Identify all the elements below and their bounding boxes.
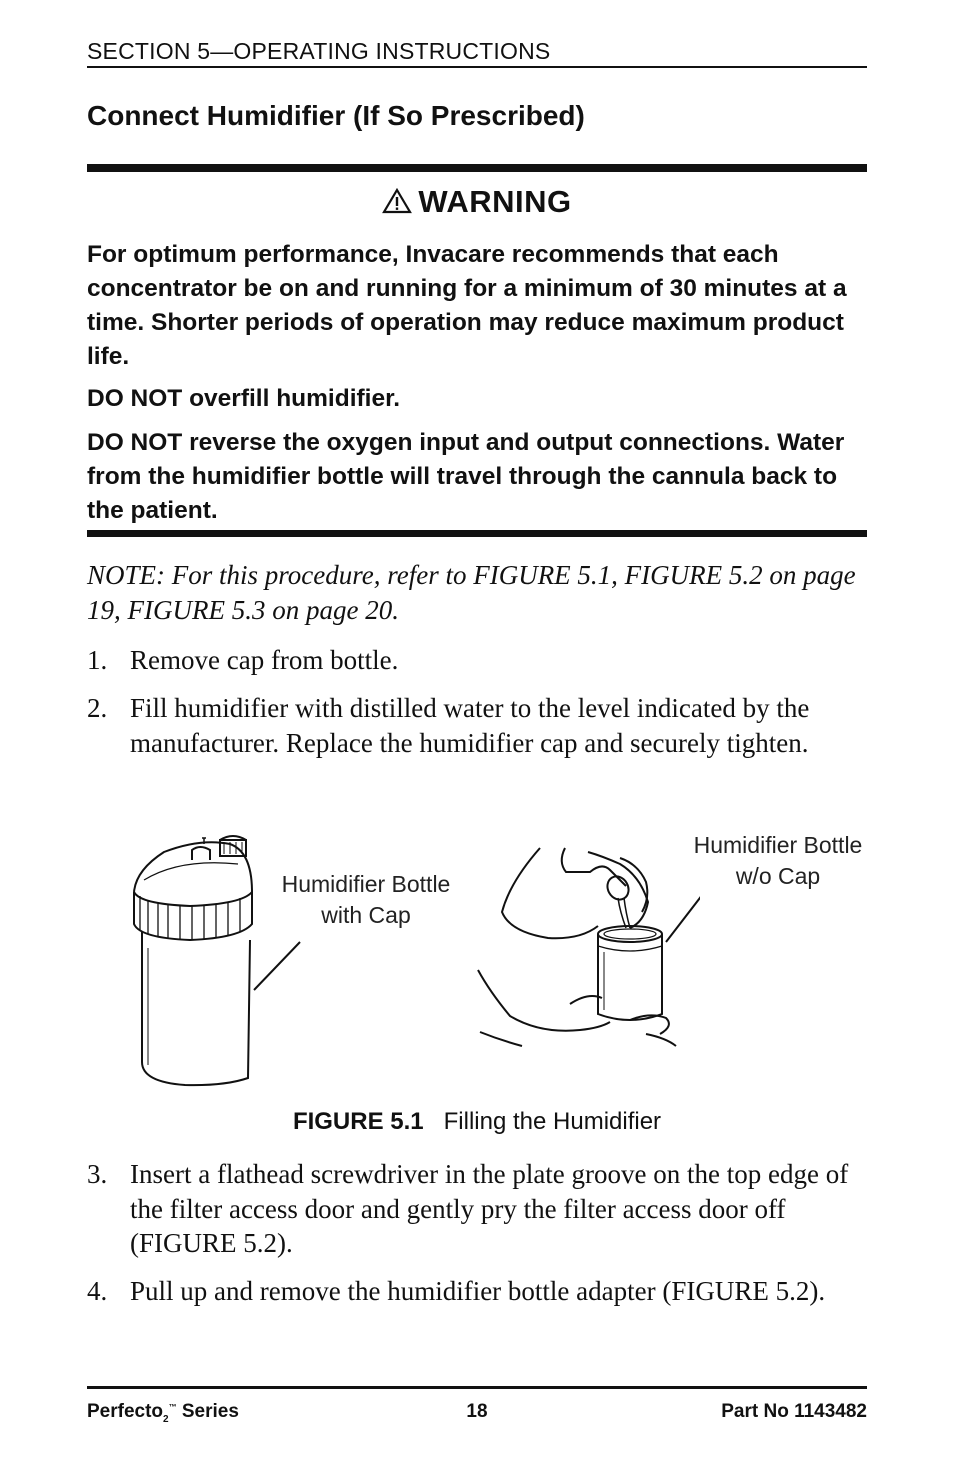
step-number: 2.	[87, 693, 108, 723]
footer-product-name: Perfecto	[87, 1401, 164, 1422]
figure-number: FIGURE 5.1	[292, 1108, 424, 1135]
label-bottle-with-cap: Humidifier Bottle with Cap	[281, 871, 451, 928]
figure-caption-text: Filling the Humidifier	[443, 1108, 662, 1135]
warning-paragraph-performance: For optimum performance, Invacare recommends that each concentrator be on and running for a minimum of 30 minutes at a time. Shorter periods of operation may reduce maximum product life.	[87, 241, 847, 370]
warning-paragraph-reverse-connections: DO NOT reverse the oxygen input and output connections. Water from the humidifier bottle will travel through the cannula back to the patient.	[87, 429, 845, 524]
figure-caption	[0, 1108, 954, 1136]
footer-product-subscript: 2	[163, 1413, 169, 1425]
step-text: Insert a flathead screwdriver in the plate groove on the top edge of the filter access door and gently pry the filter access door off (FIGURE 5.2).	[130, 1159, 849, 1258]
part-number: Part No 1143482	[721, 1401, 867, 1422]
page-number: 18	[466, 1401, 488, 1422]
warning-heading	[87, 184, 867, 222]
step-number: 4.	[87, 1276, 108, 1306]
warning-heading-text: WARNING	[418, 184, 572, 219]
page-title: Connect Humidifier (If So Prescribed)	[87, 100, 585, 131]
step-number: 1.	[87, 645, 108, 675]
label-bottle-without-cap: Humidifier Bottle w/o Cap	[693, 832, 863, 889]
footer-trademark: ™	[168, 1402, 177, 1412]
pouring-water-illustration	[470, 842, 700, 1057]
warning-box	[87, 164, 867, 537]
footer-product-series: Series	[176, 1401, 239, 1422]
warning-paragraph-overfill: DO NOT overfill humidifier.	[87, 385, 401, 412]
step-text: Remove cap from bottle.	[130, 645, 399, 675]
warning-triangle-icon	[382, 186, 412, 222]
step-text: Pull up and remove the humidifier bottle adapter (FIGURE 5.2).	[130, 1276, 826, 1306]
page-footer	[87, 1386, 867, 1425]
step-number: 3.	[87, 1159, 108, 1189]
procedure-note: NOTE: For this procedure, refer to FIGURE 5.1, FIGURE 5.2 on page 19, FIGURE 5.3 on page 20.	[87, 560, 856, 625]
step-text: Fill humidifier with distilled water to the level indicated by the manufacturer. Replace the humidifier cap and securely tighten.	[130, 693, 810, 758]
section-header: SECTION 5—OPERATING INSTRUCTIONS	[87, 38, 867, 68]
